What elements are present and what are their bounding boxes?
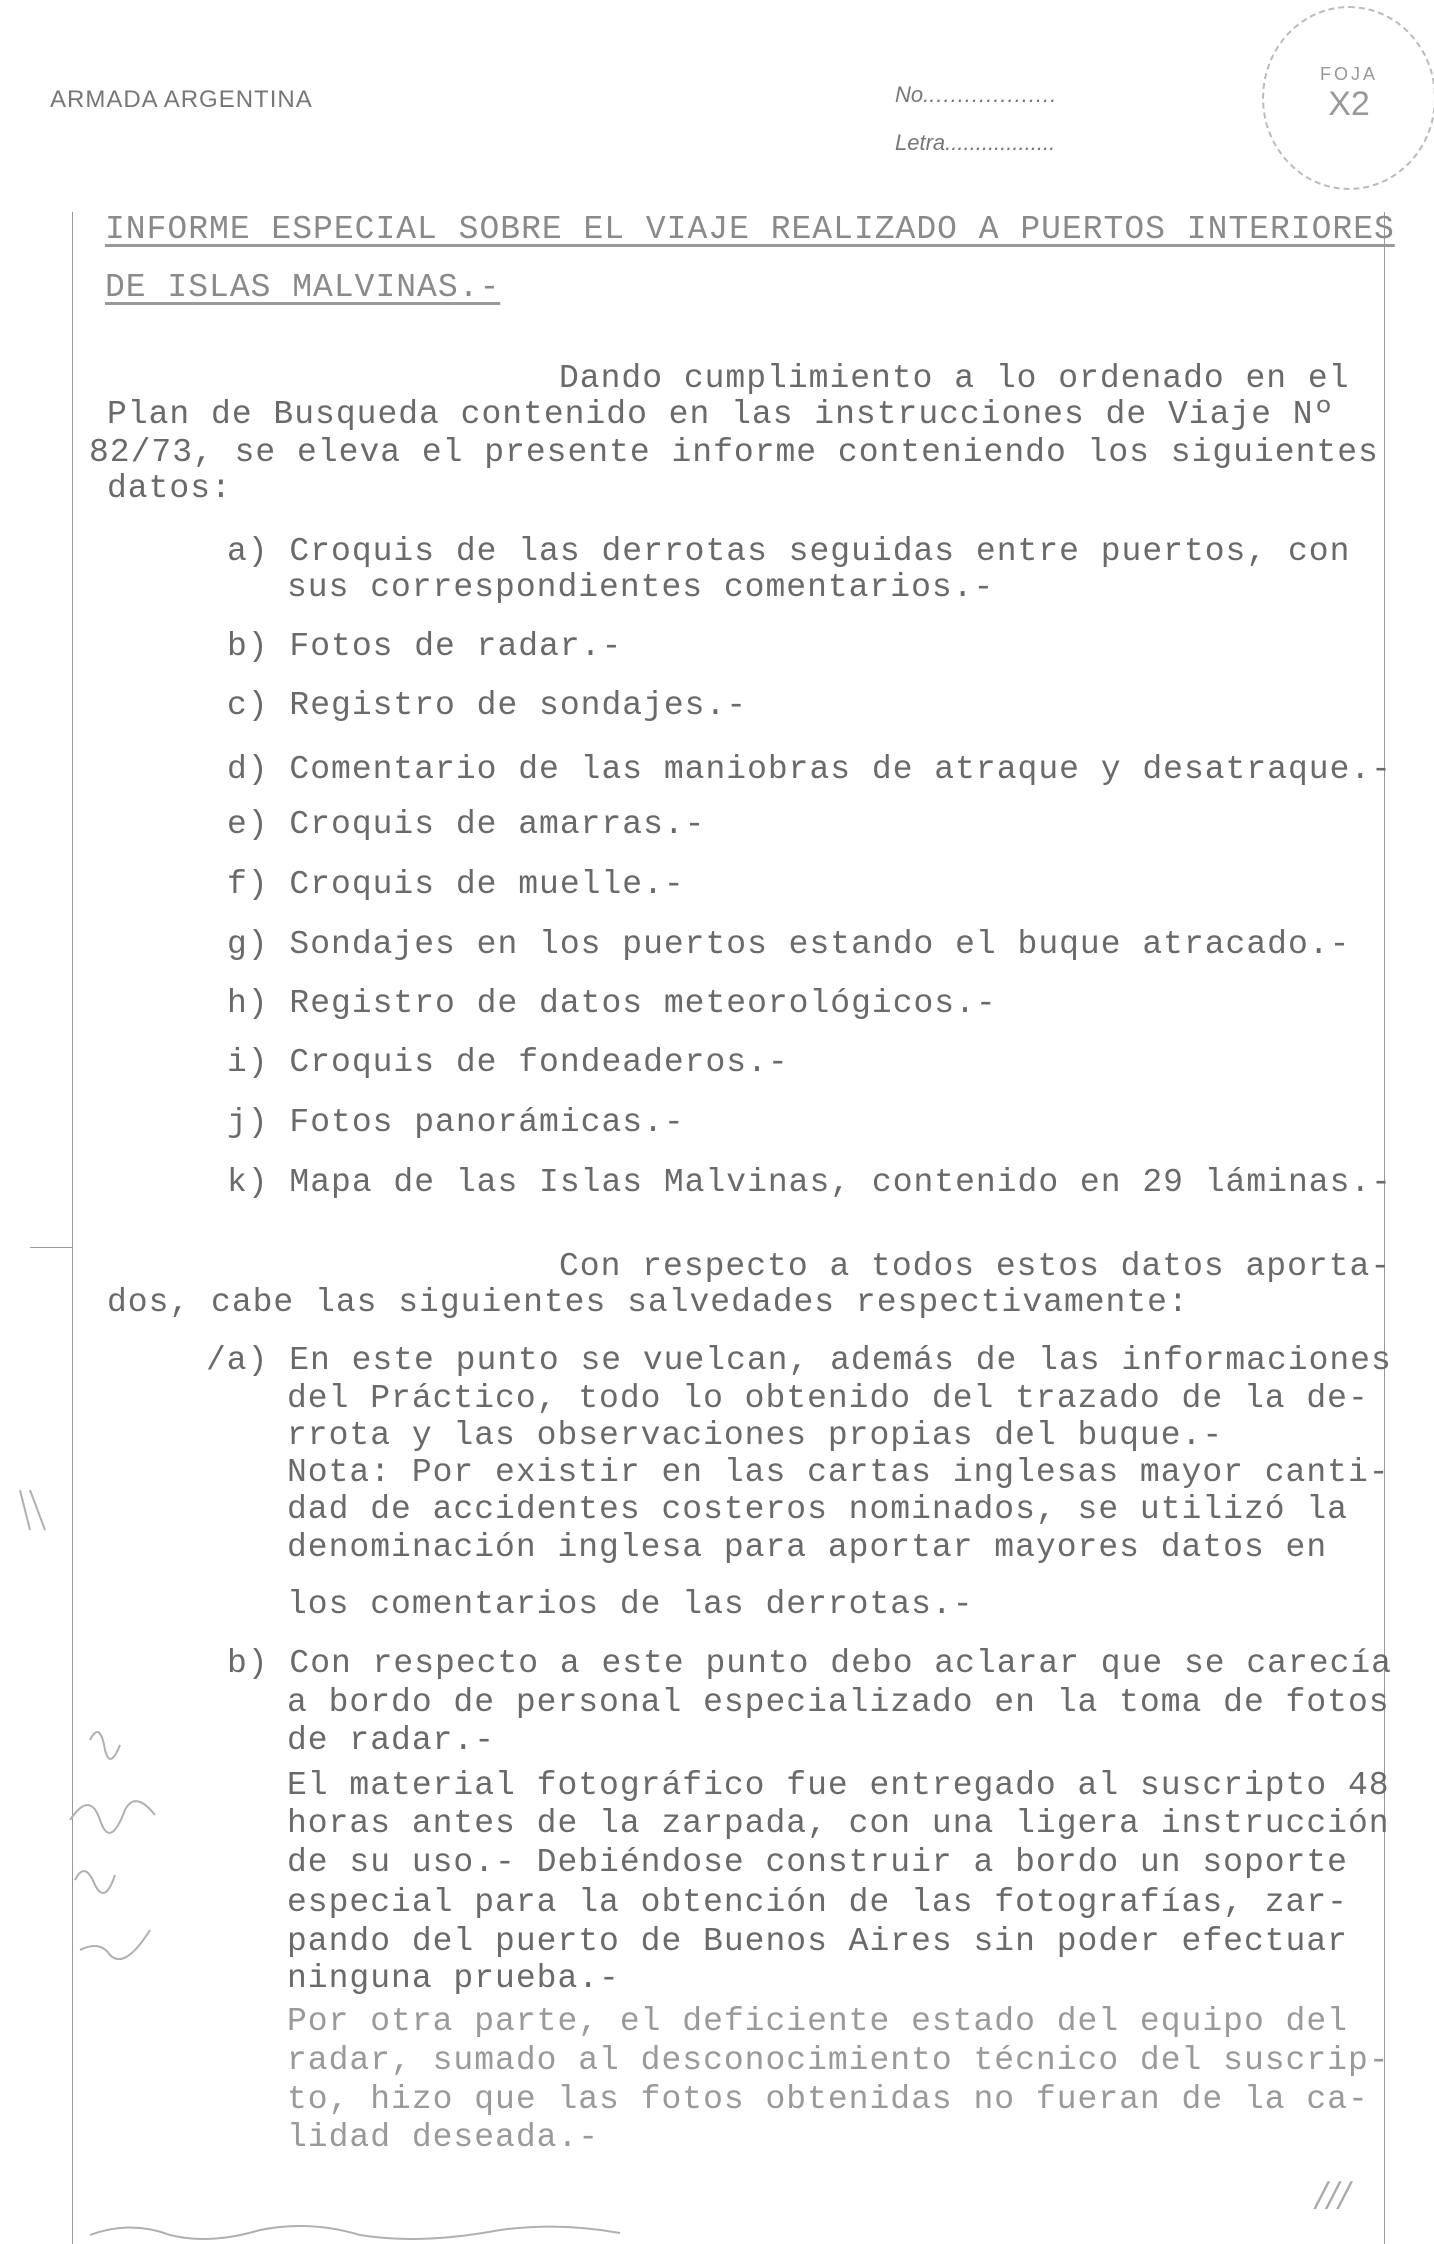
letra-field: Letra.................. <box>895 130 1056 155</box>
list-item: j) Fotos panorámicas.- <box>227 1104 685 1141</box>
text-line: datos: <box>107 470 232 507</box>
text-line: dad de accidentes costeros nominados, se utilizó la <box>287 1491 1348 1528</box>
list-item: i) Croquis de fondeaderos.- <box>227 1044 789 1081</box>
text-line: Nota: Por existir en las cartas inglesas mayor canti- <box>287 1454 1390 1491</box>
number-field: No................... <box>895 82 1058 107</box>
list-item: k) Mapa de las Islas Malvinas, contenido en 29 láminas.- <box>227 1164 1392 1201</box>
text-line: horas antes de la zarpada, con una ligera instrucción <box>287 1805 1390 1842</box>
title-line-2: DE ISLAS MALVINAS.- <box>105 269 501 306</box>
margin-scribble <box>80 1930 150 1959</box>
margin-scribble <box>90 1732 120 1759</box>
foja-number: X2 <box>1328 85 1370 123</box>
text-line: El material fotográfico fue entregado al suscripto 48 <box>287 1767 1390 1804</box>
text-line: ninguna prueba.- <box>287 1960 620 1997</box>
text-line: /a) En este punto se vuelcan, además de las informaciones <box>206 1342 1392 1379</box>
list-item: sus correspondientes comentarios.- <box>287 569 995 606</box>
number-label: No. <box>895 82 930 107</box>
text-line: to, hizo que las fotos obtenidas no fueran de la ca- <box>287 2081 1369 2118</box>
list-item: g) Sondajes en los puertos estando el buque atracado.- <box>227 926 1351 963</box>
text-line: Plan de Busqueda contenido en las instrucciones de Viaje Nº <box>107 396 1335 433</box>
text-line: lidad deseada.- <box>287 2119 600 2156</box>
list-item: e) Croquis de amarras.- <box>227 806 706 843</box>
bottom-scribble <box>90 2226 620 2239</box>
text-line: especial para la obtención de las fotografías, zar- <box>287 1884 1348 1921</box>
text-line: denominación inglesa para aportar mayores datos en <box>287 1529 1328 1566</box>
list-item: a) Croquis de las derrotas seguidas entre puertos, con <box>227 533 1351 570</box>
text-line: dos, cabe las siguientes salvedades respectivamente: <box>107 1284 1189 1321</box>
list-item: f) Croquis de muelle.- <box>227 866 685 903</box>
continuation-mark: /// <box>1316 2175 1351 2215</box>
organization-name: ARMADA ARGENTINA <box>50 86 313 113</box>
text-line: radar, sumado al desconocimiento técnico del suscrip- <box>287 2042 1390 2079</box>
list-item: h) Registro de datos meteorológicos.- <box>227 985 997 1022</box>
text-line: Por otra parte, el deficiente estado del equipo del <box>287 2003 1348 2040</box>
text-line: los comentarios de las derrotas.- <box>287 1586 974 1623</box>
text-line: a bordo de personal especializado en la toma de fotos <box>287 1684 1390 1721</box>
text-line: del Práctico, todo lo obtenido del trazado de la de- <box>287 1380 1369 1417</box>
list-item: c) Registro de sondajes.- <box>227 687 748 724</box>
letra-label: Letra <box>895 130 946 155</box>
title-line-1: INFORME ESPECIAL SOBRE EL VIAJE REALIZADO A PUERTOS INTERIORES <box>105 211 1395 248</box>
text-line: pando del puerto de Buenos Aires sin poder efectuar <box>287 1923 1348 1960</box>
margin-scribble <box>70 1801 155 1833</box>
list-item: b) Fotos de radar.- <box>227 628 623 665</box>
margin-scribble <box>20 1490 45 1530</box>
text-line: de su uso.- Debiéndose construir a bordo un soporte <box>287 1844 1348 1881</box>
text-line: de radar.- <box>287 1722 496 1759</box>
text-line: Con respecto a todos estos datos aporta- <box>559 1248 1392 1285</box>
text-line: 82/73, se eleva el presente informe conteniendo los siguientes <box>89 434 1379 471</box>
margin-scribble <box>75 1871 115 1893</box>
text-line: rrota y las observaciones propias del buque.- <box>287 1417 1224 1454</box>
foja-label: FOJA <box>1319 64 1378 84</box>
list-item: d) Comentario de las maniobras de atraque y desatraque.- <box>227 751 1392 788</box>
text-line: b) Con respecto a este punto debo aclarar que se carecía <box>227 1645 1392 1682</box>
text-line: Dando cumplimiento a lo ordenado en el <box>559 360 1350 397</box>
